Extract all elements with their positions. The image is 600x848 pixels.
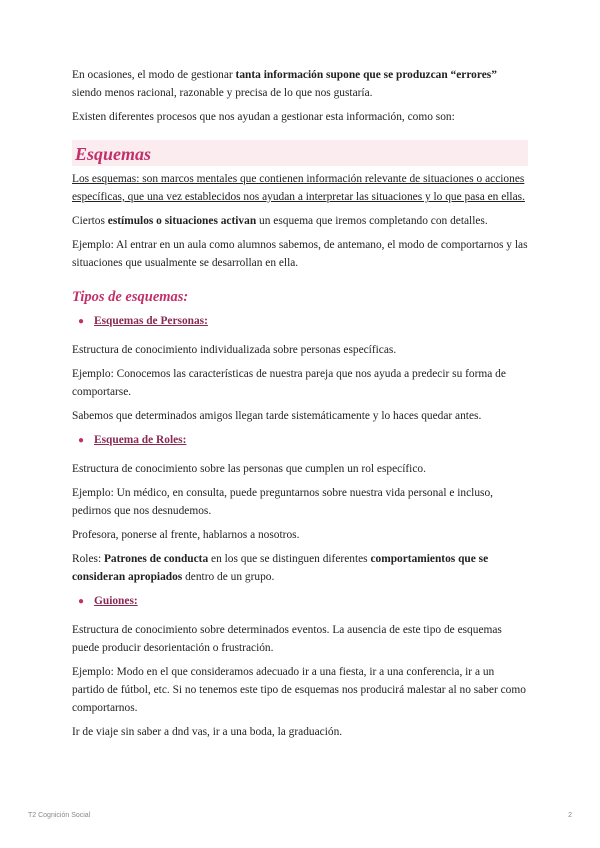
bullet-dot-icon: ● [78,596,85,607]
roles-paragraph-3: Profesora, ponerse al frente, hablarnos a nosotros. [72,529,300,541]
bullet-dot-icon: ● [78,316,85,327]
intro-text-end: siendo menos racional, razonable y precisa de lo que nos gustaría. [72,87,373,99]
roles-paragraph-1: Estructura de conocimiento sobre las personas que cumplen un rol específico. [72,463,426,475]
intro-bold: tanta información supone que se produzcan “errores” [235,69,497,81]
footer-title: T2 Cognición Social [28,812,91,819]
bold-text: comportamientos que se consideran apropiados [72,553,489,583]
text: Roles: [72,553,104,565]
bullet-personas [78,312,528,331]
guiones-paragraph-3: Ir de viaje sin saber a dnd vas, ir a una boda, la graduación. [72,726,343,738]
text: dentro de un grupo. [182,571,275,583]
personas-paragraph-1: Estructura de conocimiento individualizada sobre personas específicas. [72,344,397,356]
intro-paragraph [72,66,528,102]
bullet-title: Guiones: [94,595,138,607]
personas-paragraph-3: Sabemos que determinados amigos llegan tarde sistemáticamente y lo haces quedar antes. [72,410,482,422]
esquemas-example: Ejemplo: Al entrar en un aula como alumnos sabemos, de antemano, el modo de comportarnos y las situaciones que usualmente se desarrollan en ella. [72,239,528,269]
bullet-roles [78,431,528,450]
intro-text: En ocasiones, el modo de gestionar [72,69,236,81]
page-footer [28,812,572,819]
text: un esquema que iremos completando con detalles. [256,215,488,227]
bullet-dot-icon: ● [78,435,85,446]
personas-paragraph-2: Ejemplo: Conocemos las características de nuestra pareja que nos ayuda a predecir su forma de comportarse. [72,368,506,398]
esquemas-definition: Los esquemas: son marcos mentales que contienen información relevante de situaciones o acciones específicas, que una vez establecidos nos ayudan a interpretar las situaciones y lo que pasa en ellas. [72,173,525,203]
subheading-tipos: Tipos de esquemas: [72,289,189,305]
guiones-paragraph-2: Ejemplo: Modo en el que consideramos adecuado ir a una fiesta, ir a una conferencia, ir a un partido de fútbol, etc. Si no tenemos este tipo de esquemas nos producirá malestar al no saber como comportarnos. [72,666,526,714]
roles-paragraph-4 [72,550,528,586]
roles-paragraph-2: Ejemplo: Un médico, en consulta, puede preguntarnos sobre nuestra vida personal e incluso, pedirnos que nos desnudemos. [72,487,494,517]
page-number: 2 [568,812,572,819]
guiones-paragraph-1: Estructura de conocimiento sobre determinados eventos. La ausencia de este tipo de esquemas puede producir desorientación o frustración. [72,624,502,654]
esquemas-paragraph [72,212,528,230]
intro-paragraph-2: Existen diferentes procesos que nos ayudan a gestionar esta información, como son: [72,111,455,123]
text: Ciertos [72,215,108,227]
bold-text: Patrones de conducta [103,553,209,565]
section-heading-esquemas: Esquemas [72,140,528,166]
text: en los que se distinguen diferentes [208,553,371,565]
bold-text: estímulos o situaciones activan [107,215,257,227]
bullet-guiones [78,592,528,611]
bullet-title: Esquemas de Personas: [94,315,208,327]
bullet-title: Esquema de Roles: [94,434,187,446]
document-body [72,66,528,747]
